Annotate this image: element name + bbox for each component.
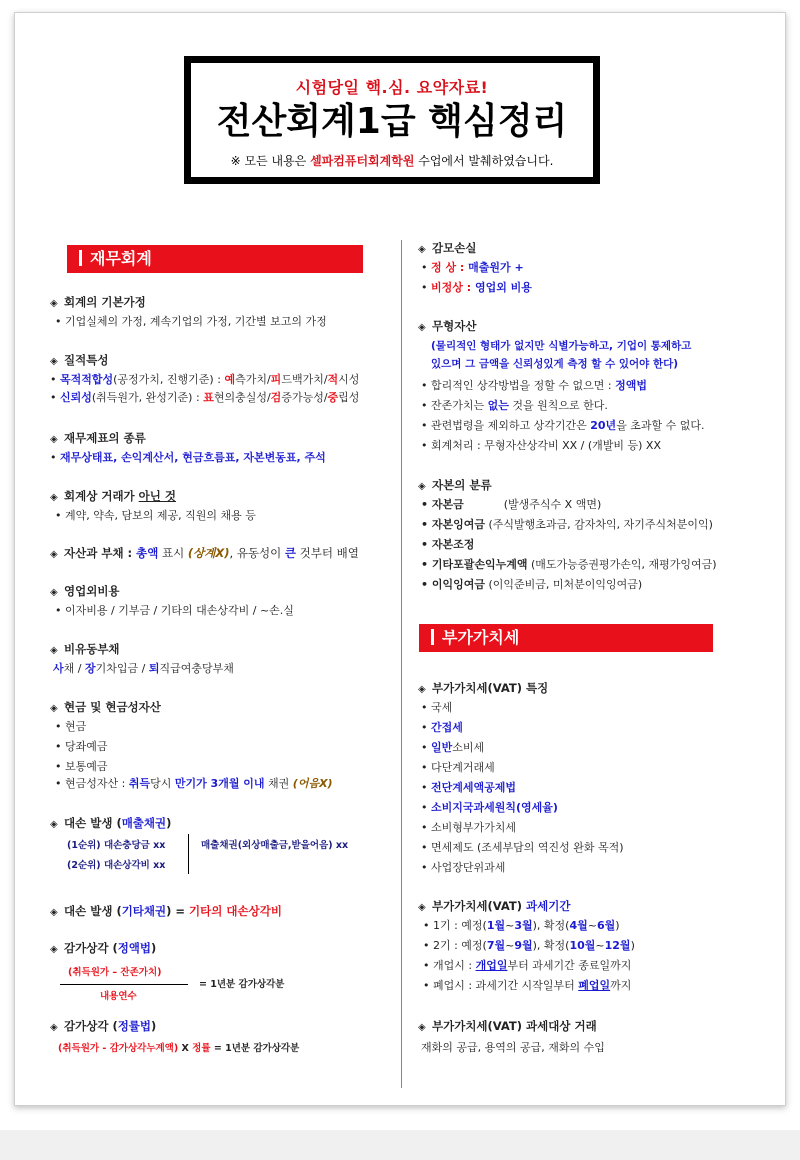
intangible-def-2: 있으며 그 금액을 신뢰성있게 측정 할 수 있어야 한다) xyxy=(431,358,679,370)
line-checking: • 당좌예금 xyxy=(55,740,108,753)
line-cash-equivalents: • 현금성자산 : 취득당시 만기가 3개월 이내 채권 (어음X) xyxy=(55,777,333,790)
academy-name: 셀파컴퓨터회계학원 xyxy=(310,154,415,168)
line-non-transactions: • 계약, 약속, 담보의 제공, 직원의 채용 등 xyxy=(55,509,256,522)
title-box xyxy=(184,56,600,184)
line-period-1: • 1기 : 예정(1월~3월), 확정(4월~6월) xyxy=(423,919,620,932)
band-bar-icon xyxy=(79,250,82,266)
head-inventory-loss: ◈ 감모손실 xyxy=(418,240,476,258)
head-intangible: ◈ 무형자산 xyxy=(418,318,476,336)
formula-denominator: 내용연수 xyxy=(100,991,137,1002)
journal-separator xyxy=(188,834,189,874)
line-multistage: • 다단계거래세 xyxy=(421,761,495,774)
line-general-consumption: • 일반소비세 xyxy=(421,741,485,754)
diamond-icon: ◈ xyxy=(50,703,58,714)
line-destination: • 소비지국과세원칙(영세율) xyxy=(421,801,558,814)
line-non-operating: • 이자비용 / 기부금 / 기타의 대손상각비 / ~손.실 xyxy=(55,604,294,617)
diamond-icon: ◈ xyxy=(50,298,58,309)
line-indirect-tax: • 간접세 xyxy=(421,721,463,734)
head-non-operating: ◈ 영업외비용 xyxy=(50,583,120,601)
band-financial-accounting: 재무회계 xyxy=(67,245,363,273)
band-bar-icon xyxy=(431,629,434,645)
diamond-icon: ◈ xyxy=(50,1022,58,1033)
head-noncurrent-liab: ◈ 비유동부채 xyxy=(50,641,120,659)
page-bottom-shade xyxy=(0,1130,800,1160)
diamond-icon: ◈ xyxy=(50,645,58,656)
head-vat-period: ◈ 부가가치세(VAT) 과세기간 xyxy=(418,898,570,916)
head-assets-liabilities: ◈ 자산과 부채 : 총액 표시 (상계X), 유동성이 큰 것부터 배열 xyxy=(50,545,359,563)
line-residual: • 잔존가치는 없는 것을 원칙으로 한다. xyxy=(421,399,608,412)
intangible-def-1: (물리적인 형태가 없지만 식별가능하고, 기업이 통제하고 xyxy=(431,340,692,352)
column-divider xyxy=(401,240,402,1088)
head-straight-line: ◈ 감가상각 (정액법) xyxy=(50,940,156,958)
diamond-icon: ◈ xyxy=(50,907,58,918)
diamond-icon: ◈ xyxy=(418,684,426,695)
head-basic-assumptions: ◈ 회계의 기본가정 xyxy=(50,294,146,312)
head-vat-features: ◈ 부가가치세(VAT) 특징 xyxy=(418,680,548,698)
title-main: 전산회계1급 핵심정리 xyxy=(216,101,568,142)
title-subtitle: 시험당일 핵.심. 요약자료! xyxy=(295,78,489,97)
head-bad-debt-sales: ◈ 대손 발생 (매출채권) xyxy=(50,815,171,833)
line-business-unit: • 사업장단위과세 xyxy=(421,861,506,874)
title-note: ※ 모든 내용은 셀파컴퓨터회계학원 수업에서 발췌하였습니다. xyxy=(230,154,554,168)
line-credit-method: • 전단계세액공제법 xyxy=(421,781,517,794)
line-normal-loss: • 정 상 : 매출원가 + xyxy=(421,261,524,274)
diamond-icon: ◈ xyxy=(418,902,426,913)
line-reliability: • 신뢰성(취득원가, 완성기준) : 표현의충실성/검증가능성/중립성 xyxy=(50,391,360,404)
line-period-2: • 2기 : 예정(7월~9월), 확정(10월~12월) xyxy=(423,939,635,952)
journal-debit-1: (1순위) 대손충당금 xx xyxy=(67,840,166,851)
head-vat-taxable: ◈ 부가가치세(VAT) 과세대상 거래 xyxy=(418,1018,597,1036)
line-amort-method: • 합리적인 상각방법을 정할 수 없으면 : 정액법 xyxy=(421,379,647,392)
diamond-icon: ◈ xyxy=(50,549,58,560)
line-amort-entry: • 회계처리 : 무형자산상각비 XX / (개발비 등) XX xyxy=(421,439,661,452)
diamond-icon: ◈ xyxy=(50,356,58,367)
diamond-icon: ◈ xyxy=(418,244,426,255)
line-ordinary-deposit: • 보통예금 xyxy=(55,760,108,773)
head-cash: ◈ 현금 및 현금성자산 xyxy=(50,699,161,717)
diamond-icon: ◈ xyxy=(418,1022,426,1033)
diamond-icon: ◈ xyxy=(50,944,58,955)
diamond-icon: ◈ xyxy=(50,492,58,503)
journal-debit-2: (2순위) 대손상각비 xx xyxy=(67,860,166,871)
line-consumption-type: • 소비형부가가치세 xyxy=(421,821,516,834)
diamond-icon: ◈ xyxy=(418,481,426,492)
line-fs-types: • 재무상태표, 손익계산서, 현금흐름표, 자본변동표, 주석 xyxy=(50,451,326,464)
line-retained-earnings: • 이익잉여금 (이익준비금, 미처분이익잉여금) xyxy=(421,578,643,591)
head-bad-debt-other: ◈ 대손 발생 (기타채권) = 기타의 대손상각비 xyxy=(50,903,282,921)
line-capital-stock: • 자본금 (발생주식수 X 액면) xyxy=(421,498,602,511)
formula-numerator: (취득원가 – 잔존가치) xyxy=(68,967,162,978)
line-amort-period: • 관련법령을 제외하고 상각기간은 20년을 초과할 수 없다. xyxy=(421,419,705,432)
head-fs-types: ◈ 재무제표의 종류 xyxy=(50,430,146,448)
band-vat: 부가가치세 xyxy=(419,624,713,652)
line-aoci: • 기타포괄손익누계액 (매도가능증권평가손익, 재평가잉여금) xyxy=(421,558,717,571)
head-equity: ◈ 자본의 분류 xyxy=(418,477,492,495)
line-cash: • 현금 xyxy=(55,720,87,733)
diamond-icon: ◈ xyxy=(50,819,58,830)
line-exemption: • 면세제도 (조세부담의 역진성 완화 목적) xyxy=(421,841,624,854)
line-taxable-transactions: 재화의 공급, 용역의 공급, 재화의 수입 xyxy=(421,1041,605,1054)
head-non-transactions: ◈ 회계상 거래가 아닌 것 xyxy=(50,488,176,506)
diamond-icon: ◈ xyxy=(50,434,58,445)
diamond-icon: ◈ xyxy=(418,322,426,333)
line-capital-adjust: • 자본조정 xyxy=(421,538,475,551)
line-basic-assumptions: • 기업실체의 가정, 계속기업의 가정, 기간별 보고의 가정 xyxy=(55,315,327,328)
formula-declining: (취득원가 - 감가상각누계액) X 정률 = 1년분 감가상각분 xyxy=(58,1043,300,1054)
line-opening: • 개업시 : 개업일부터 과세기간 종료일까지 xyxy=(423,959,632,972)
line-abnormal-loss: • 비정상 : 영업외 비용 xyxy=(421,281,532,294)
line-relevance: • 목적적합성(공정가치, 진행기준) : 예측가치/피드백가치/적시성 xyxy=(50,373,360,386)
formula-result: = 1년분 감가상각분 xyxy=(199,979,285,990)
fraction-line xyxy=(60,984,188,985)
line-national-tax: • 국세 xyxy=(421,701,453,714)
journal-credit: 매출채권(외상매출금,받을어음) xx xyxy=(201,840,349,851)
head-qualitative: ◈ 질적특성 xyxy=(50,352,108,370)
line-noncurrent-liab: 사채 / 장기차입금 / 퇴직급여충당부채 xyxy=(53,662,234,675)
head-declining-balance: ◈ 감가상각 (정률법) xyxy=(50,1018,156,1036)
diamond-icon: ◈ xyxy=(50,587,58,598)
line-closing: • 폐업시 : 과세기간 시작일부터 폐업일까지 xyxy=(423,979,632,992)
line-capital-surplus: • 자본잉여금 (주식발행초과금, 감자차익, 자기주식처분이익) xyxy=(421,518,713,531)
